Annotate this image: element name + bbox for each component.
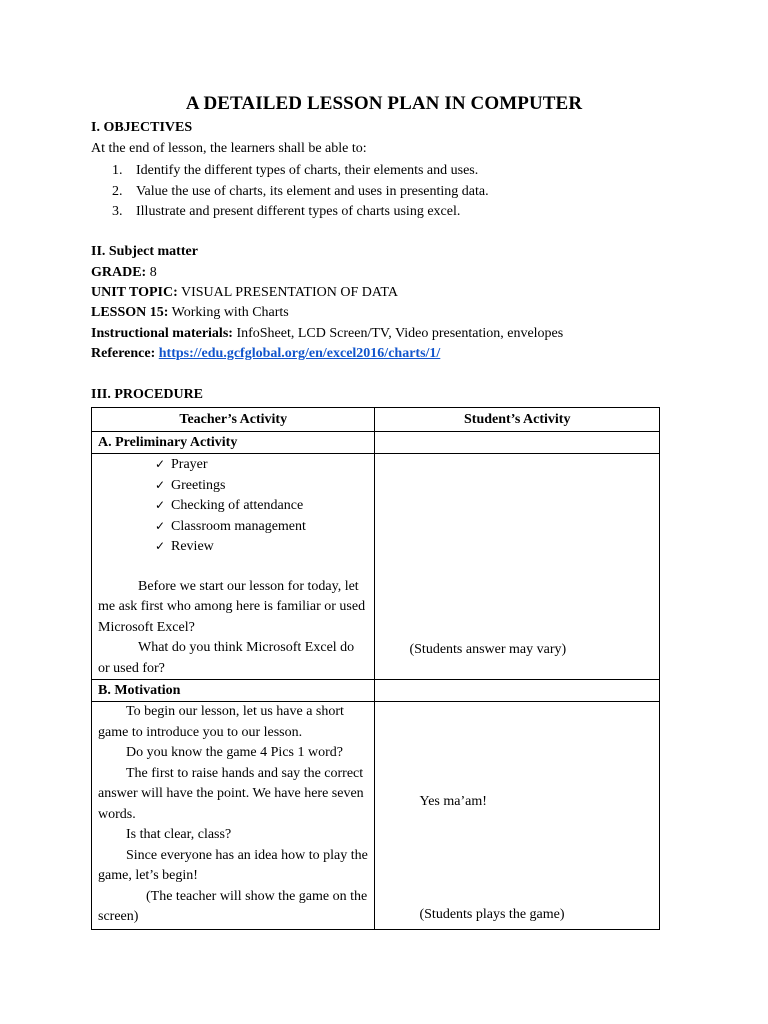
preliminary-question: What do you think Microsoft Excel do or used for? [98,640,355,676]
objective-item: 3. Illustrate and present different types of charts using excel. [112,204,461,219]
materials-value: InfoSheet, LCD Screen/TV, Video presentation, envelopes [236,326,564,341]
lesson-value: Working with Charts [171,305,289,320]
preliminary-paragraph: Before we start our lesson for today, let me ask first who among here is familiar or used Microsoft Excel? [98,578,366,635]
preliminary-label: A. Preliminary Activity [92,432,375,454]
objective-item: 2. Value the use of charts, its element and uses in presenting data. [112,183,489,199]
checkmark-icon: ✓ [155,457,166,471]
motivation-paragraph: Since everyone has an idea how to play the game, let’s begin! [98,847,368,884]
objective-item: 1. Identify the different types of charts, their elements and uses. [112,163,479,178]
table-header-row [92,408,660,432]
checkmark-icon: ✓ [155,518,166,533]
teacher-activity-header: Teacher’s Activity [92,408,375,432]
student-answer: (Students plays the game) [419,907,565,923]
list-item: ✓ Classroom management [155,516,368,537]
motivation-student-cell [375,702,660,930]
unit-topic-line [91,285,398,301]
motivation-label: B. Motivation [92,680,375,702]
student-activity-header: Student’s Activity [375,408,660,432]
motivation-paragraph: The first to raise hands and say the correct answer will have the point. We have here seven words. [98,765,364,822]
empty-cell [375,680,660,702]
empty-cell [375,432,660,454]
table-row [92,680,660,702]
preliminary-teacher-cell [92,454,375,680]
procedure-table [91,407,660,930]
list-item: ✓ Review [155,536,368,557]
student-answer: Yes ma’am! [419,794,487,810]
checkmark-icon: ✓ [155,477,166,492]
preliminary-checklist [98,454,368,557]
grade-line [91,265,157,281]
motivation-paragraph: To begin our lesson, let us have a short game to introduce you to our lesson. [98,704,344,740]
motivation-paragraph: Do you know the game 4 Pics 1 word? [126,745,343,761]
list-item: ✓ Checking of attendance [155,495,368,516]
grade-value: 8 [149,265,157,280]
unit-topic-label: UNIT TOPIC: [91,285,178,300]
list-item: ✓ Greetings [155,475,368,496]
reference-label: Reference: [91,346,156,361]
table-row [92,432,660,454]
document-title: A DETAILED LESSON PLAN IN COMPUTER [185,93,583,114]
objectives-heading: I. OBJECTIVES [91,120,193,135]
objectives-intro: At the end of lesson, the learners shall be able to: [91,141,367,156]
table-row [92,454,660,680]
checkmark-icon: ✓ [155,498,166,513]
unit-topic-value: VISUAL PRESENTATION OF DATA [181,285,398,300]
materials-label: Instructional materials: [91,326,233,341]
lesson-line [91,305,289,321]
lesson-label: LESSON 15: [91,305,169,320]
procedure-heading: III. PROCEDURE [91,387,204,402]
materials-line [91,326,563,342]
motivation-paragraph: Is that clear, class? [126,827,232,843]
reference-line [91,346,440,362]
reference-link[interactable]: https://edu.gcfglobal.org/en/excel2016/charts/1/ [158,346,441,361]
subject-matter-heading: II. Subject matter [91,244,198,259]
preliminary-student-cell [375,454,660,680]
table-row [92,702,660,930]
checkmark-icon: ✓ [155,539,166,554]
motivation-teacher-cell [92,702,375,930]
grade-label: GRADE: [91,265,147,280]
objectives-list [91,161,489,223]
list-item: ✓ Prayer [155,454,368,475]
student-answer: (Students answer may vary) [409,642,567,657]
motivation-paragraph: (The teacher will show the game on the screen) [98,888,368,925]
